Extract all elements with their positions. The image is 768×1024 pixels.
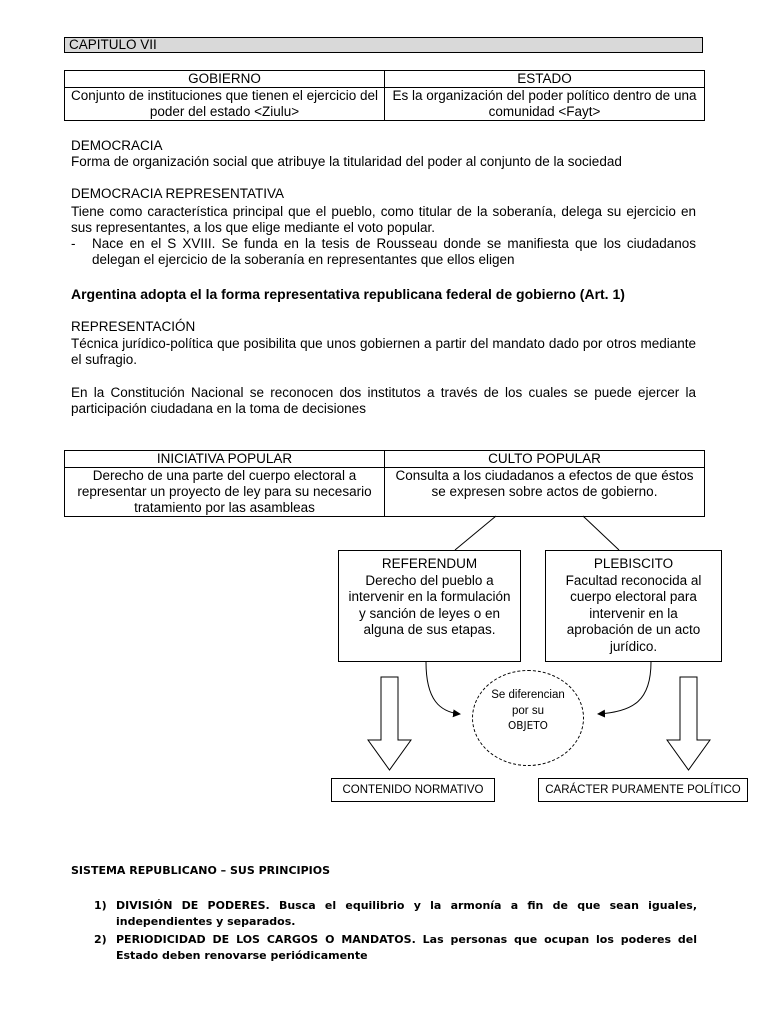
representativa-title: DEMOCRACIA REPRESENTATIVA bbox=[71, 186, 285, 201]
representativa-text: Tiene como característica principal que el pueblo, como titular de la soberanía, delega su ejercicio en sus representantes, a los que elige mediante el voto popular. bbox=[71, 204, 696, 235]
plebiscito-title: PLEBISCITO bbox=[593, 556, 674, 571]
principio-item bbox=[94, 898, 697, 930]
principio-number: 2) bbox=[94, 933, 107, 946]
principio-text: DIVISIÓN DE PODERES. Busca el equilibrio y la armonía a fin de que sean iguales, independientes y separados. bbox=[116, 899, 697, 928]
argentina-statement: Argentina adopta el la forma representativa republicana federal de gobierno (Art. 1) bbox=[71, 286, 625, 302]
democracia-title: DEMOCRACIA bbox=[71, 138, 163, 153]
down-arrow-right bbox=[667, 677, 710, 770]
democracia-text: Forma de organización social que atribuye la titularidad del poder al conjunto de la sociedad bbox=[71, 154, 622, 169]
bullet-dash: - bbox=[71, 236, 76, 251]
branch-line-plebiscito bbox=[583, 516, 619, 550]
referendum-title: REFERENDUM bbox=[381, 556, 478, 571]
down-arrow-left bbox=[368, 677, 411, 770]
table1-header-estado: ESTADO bbox=[385, 71, 705, 88]
representacion-title: REPRESENTACIÓN bbox=[71, 319, 196, 334]
branch-line-referendum bbox=[455, 516, 496, 550]
caracter-politico-box: CARÁCTER PURAMENTE POLÍTICO bbox=[538, 778, 748, 802]
referendum-text: Derecho del pueblo a intervenir en la formulación y sanción de leyes o en alguna de sus etapas. bbox=[348, 572, 511, 637]
table2-header-iniciativa: INICIATIVA POPULAR bbox=[65, 451, 385, 468]
referendum-box bbox=[338, 550, 521, 662]
objeto-oval bbox=[472, 670, 584, 766]
representacion-text: Técnica jurídico-política que posibilita que unos gobiernen a partir del mandato dado por otros mediante el sufragio. bbox=[71, 336, 696, 367]
principio-text: PERIODICIDAD DE LOS CARGOS O MANDATOS. Las personas que ocupan los poderes del Estado deben renovarse periódicamente bbox=[116, 933, 697, 962]
principio-number: 1) bbox=[94, 899, 107, 912]
table2-cell-iniciativa: Derecho de una parte del cuerpo electoral a representar un proyecto de ley para su necesario tratamiento por las asambleas bbox=[65, 468, 385, 517]
table2-header-culto: CULTO POPULAR bbox=[385, 451, 705, 468]
constitucion-text: En la Constitución Nacional se reconocen dos institutos a través de los cuales se puede ejercer la participación ciudadana en la toma de decisiones bbox=[71, 385, 696, 416]
plebiscito-text: Facultad reconocida al cuerpo electoral para intervenir en la aprobación de un acto jurídico. bbox=[565, 572, 702, 654]
contenido-normativo-box: CONTENIDO NORMATIVO bbox=[331, 778, 495, 802]
plebiscito-box bbox=[545, 550, 722, 662]
bullet-text: Nace en el S XVIII. Se funda en la tesis de Rousseau donde se manifiesta que los ciudadanos delegan el ejercicio de la soberanía en representantes que ellos eligen bbox=[92, 236, 696, 267]
table1-cell-gobierno: Conjunto de instituciones que tienen el ejercicio del poder del estado <Ziulu> bbox=[65, 88, 385, 121]
oval-text: Se diferencian por su bbox=[491, 689, 565, 717]
curved-arrow-right bbox=[598, 662, 651, 714]
table1-cell-estado: Es la organización del poder político dentro de una comunidad <Fayt> bbox=[385, 88, 705, 121]
chapter-header: CAPITULO VII bbox=[64, 37, 703, 53]
principios-list bbox=[94, 898, 697, 964]
sistema-title: SISTEMA REPUBLICANO – SUS PRINCIPIOS bbox=[71, 864, 331, 877]
principio-item bbox=[94, 932, 697, 964]
table2-cell-culto: Consulta a los ciudadanos a efectos de que éstos se expresen sobre actos de gobierno. bbox=[385, 468, 705, 517]
curved-arrow-left bbox=[426, 662, 460, 714]
table1-header-gobierno: GOBIERNO bbox=[65, 71, 385, 88]
oval-word: OBJETO bbox=[508, 720, 548, 732]
